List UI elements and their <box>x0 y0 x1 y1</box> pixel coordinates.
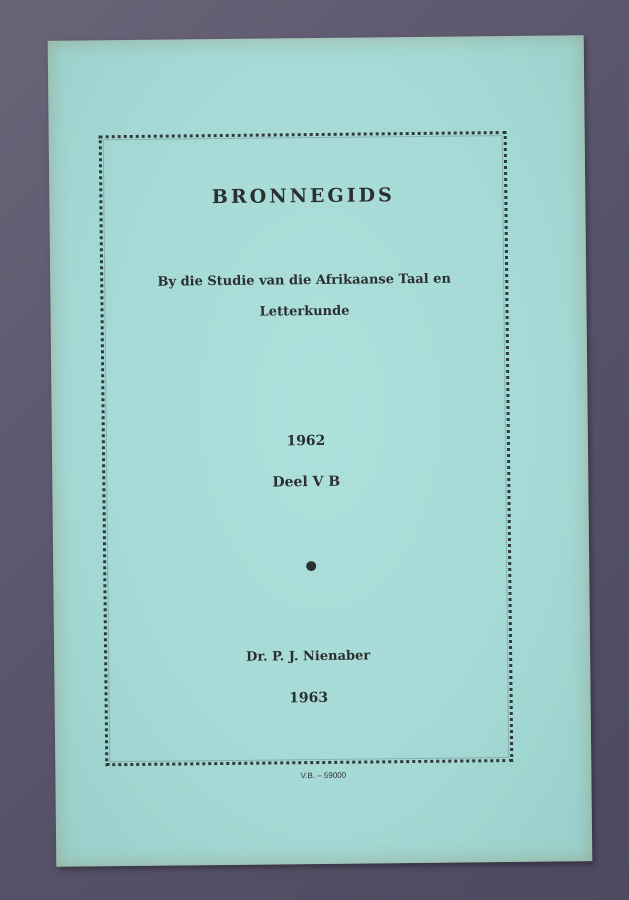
print-code: V.B. – 59000 <box>300 770 347 781</box>
bullet-ornament-icon <box>306 561 316 571</box>
booklet-cover <box>48 35 593 867</box>
cover-title: BRONNEGIDS <box>211 184 395 209</box>
publication-year: 1963 <box>289 689 329 707</box>
subtitle-line-2: Letterkunde <box>259 303 350 320</box>
part-number: Deel V B <box>272 473 341 491</box>
edition-year: 1962 <box>286 432 326 450</box>
subtitle-line-1: By die Studie van die Afrikaanse Taal en <box>157 271 452 290</box>
author-name: Dr. P. J. Nienaber <box>246 648 371 665</box>
dotted-border-frame <box>99 131 514 766</box>
